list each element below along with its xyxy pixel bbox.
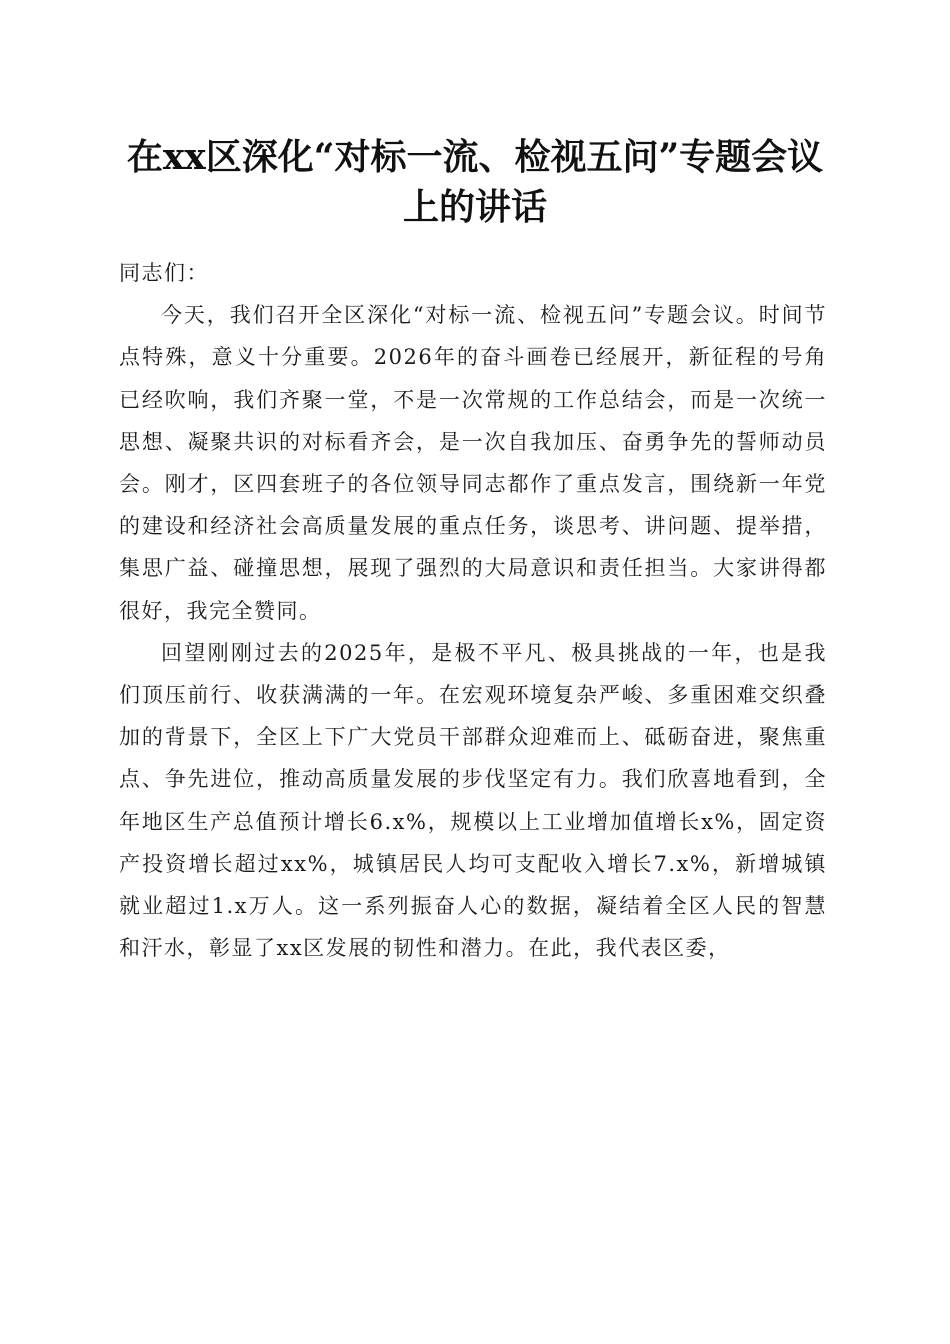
document-title: 在xx区深化“对标一流、检视五问”专题会议上的讲话 (126, 136, 824, 228)
salutation: 同志们： (119, 261, 209, 285)
paragraph-opening: 今天，我们召开全区深化“对标一流、检视五问”专题会议。时间节点特殊，意义十分重要。2026年的奋斗画卷已经展开，新征程的号角已经吹响，我们齐聚一堂，不是一次常规的工作总结会，而是一次统一思想、凝聚共识的对标看齐会，是一次自我加压、奋勇争先的誓师动员会。刚才，区四套班子的各位领导同志都作了重点发言，围绕新一年党的建设和经济社会高质量发展的重点任务，谈思考、讲问题、提举措，集思广益、碰撞思想，展现了强烈的大局意识和责任担当。大家讲得都很好，我完全赞同。 (119, 303, 827, 623)
paragraph-review: 回望刚刚过去的2025年，是极不平凡、极具挑战的一年，也是我们顶压前行、收获满满的一年。在宏观环境复杂严峻、多重困难交织叠加的背景下，全区上下广大党员干部群众迎难而上、砥砺奋进，聚焦重点、争先进位，推动高质量发展的步伐坚定有力。我们欣喜地看到，全年地区生产总值预计增长6.x%，规模以上工业增加值增长x%，固定资产投资增长超过xx%，城镇居民人均可支配收入增长7.x%，新增城镇就业超过1.x万人。这一系列振奋人心的数据，凝结着全区人民的智慧和汗水，彰显了xx区发展的韧性和潜力。在此，我代表区委， (119, 640, 827, 961)
document-body (119, 252, 827, 969)
